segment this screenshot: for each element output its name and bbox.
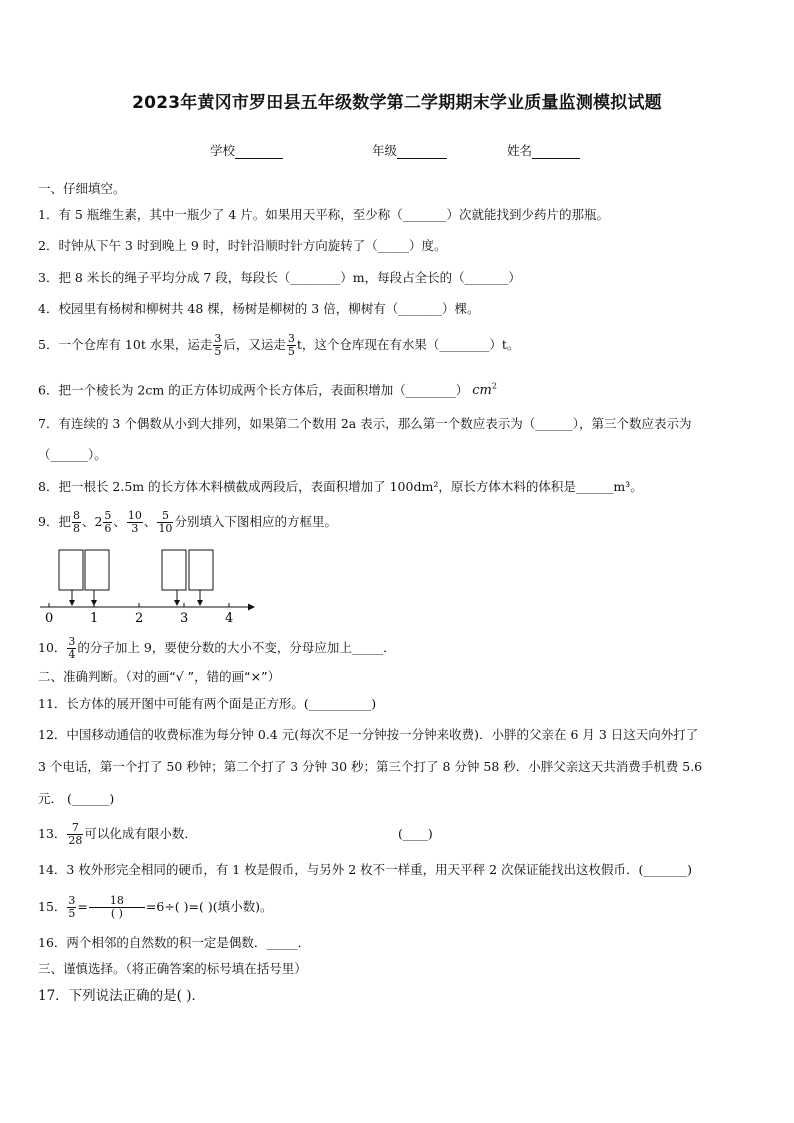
pointer-arrow-3: [174, 600, 180, 606]
q13-fraction: $\frac{7}{28}$: [68, 821, 83, 847]
pointer-arrow-4: [197, 600, 203, 606]
question-2: 2．时钟从下午 3 时到晚上 9 时，时针沿顺时针方向旋转了（_____）度。: [38, 238, 447, 253]
q15-text-b: =6÷( )=( )(填小数)。: [145, 899, 273, 914]
q5-text-c: t，这个仓库现在有水果（________）t。: [296, 337, 520, 352]
section-1-heading: 一、仔细填空。: [38, 181, 126, 196]
q15-text-a: 15．: [38, 899, 67, 914]
tick-label-4: 4: [225, 611, 234, 626]
name-field[interactable]: [507, 141, 580, 159]
q6-text: 6．把一个棱长为 2cm 的正方体切成两个长方体后，表面积增加（________）: [38, 382, 469, 398]
q5-fraction-2: $\frac{3}{5}$: [287, 332, 295, 358]
question-12-line-2: 3 个电话，第一个打了 50 秒钟；第二个打了 3 分钟 30 秒；第三个打了 8 分钟 58 秒．小胖父亲这天共消费手机费 5.6: [38, 759, 703, 774]
question-3: 3．把 8 米长的绳子平均分成 7 段，每段长（________）m，每段占全长的（_______）: [38, 270, 521, 285]
tick-label-2: 2: [135, 611, 144, 626]
q9-fraction-3: $\frac{10}{3}$: [127, 509, 142, 535]
q10-text-a: 10．: [38, 640, 67, 655]
number-line-arrowhead: [248, 604, 255, 611]
q5-text-b: 后，又运走: [223, 337, 286, 352]
q5-text-a: 5．一个仓库有 10t 水果，运走: [38, 337, 213, 352]
number-line-figure: [36, 544, 256, 629]
q9-fraction-2: $\frac{5}{6}$: [104, 509, 112, 535]
q5-fraction-1: $\frac{3}{5}$: [214, 332, 222, 358]
question-8: 8．把一根长 2.5m 的长方体木料横截成两段后，表面积增加了 100dm²，原长方体木料的体积是______m³。: [38, 479, 643, 494]
grade-blank[interactable]: [397, 143, 447, 159]
q9-text-b: 分别填入下图相应的方框里。: [174, 514, 337, 529]
answer-box-1[interactable]: [59, 550, 83, 590]
question-5: [38, 328, 519, 362]
question-10: [38, 631, 396, 665]
section-2-heading: 二、准确判断。（对的画“√ ”，错的画“×”）: [38, 669, 281, 684]
answer-box-3[interactable]: [162, 550, 186, 590]
q9-sep-3: 、: [143, 514, 157, 529]
grade-label: 年级: [372, 143, 398, 158]
q13-text-b: 可以化成有限小数．: [84, 826, 197, 841]
q15-fraction-1: $\frac{3}{5}$: [68, 894, 76, 920]
q9-text-a: 9．把: [38, 514, 71, 529]
answer-box-2[interactable]: [85, 550, 109, 590]
tick-label-3: 3: [180, 611, 189, 626]
q13-answer-blank[interactable]: (____): [398, 826, 433, 841]
q10-text-b: 的分子加上 9，要使分数的大小不变，分母应加上_____．: [77, 640, 396, 655]
tick-label-1: 1: [90, 611, 99, 626]
question-11: 11．长方体的展开图中可能有两个面是正方形。(__________): [38, 696, 377, 711]
name-label: 姓名: [507, 143, 533, 158]
section-3-heading: 三、谨慎选择。（将正确答案的标号填在括号里）: [38, 961, 307, 976]
q9-fraction-1: $\frac{8}{8}$: [72, 509, 80, 535]
q15-fraction-2: $\frac{18}{( )}$: [89, 895, 145, 920]
school-field[interactable]: [210, 141, 283, 159]
q6-unit: $cm^2$: [472, 382, 497, 399]
question-12-line-3: 元． (______): [38, 791, 115, 806]
grade-field[interactable]: [372, 141, 447, 159]
question-7-line-2: （______）。: [38, 447, 107, 462]
question-16: 16．两个相邻的自然数的积一定是偶数．_____．: [38, 935, 311, 950]
tick-label-0: 0: [45, 611, 54, 626]
q10-fraction: $\frac{3}{4}$: [68, 635, 76, 661]
q13-text-a: 13．: [38, 826, 67, 841]
question-7-line-1: 7．有连续的 3 个偶数从小到大排列，如果第二个数用 2a 表示，那么第一个数应表示为（______），第三个数应表示为: [38, 416, 692, 431]
question-13: [38, 817, 197, 851]
question-6: [38, 378, 497, 400]
school-label: 学校: [210, 143, 236, 158]
page-title: 2023年黄冈市罗田县五年级数学第二学期期末学业质量监测模拟试题: [132, 93, 662, 113]
question-12-line-1: 12．中国移动通信的收费标准为每分钟 0.4 元(每次不足一分钟按一分钟来收费)．小胖的父亲在 6 月 3 日这天向外打了: [38, 727, 699, 742]
q9-fraction-4: $\frac{5}{10}$: [158, 509, 173, 535]
q15-eq: =: [77, 899, 88, 914]
question-1: 1．有 5 瓶维生素，其中一瓶少了 4 片。如果用天平称，至少称（_______）次就能找到少药片的那瓶。: [38, 207, 610, 222]
q9-sep-1: 、2: [81, 514, 103, 529]
question-17: 17．下列说法正确的是( )．: [38, 988, 206, 1004]
q9-sep-2: 、: [113, 514, 126, 529]
question-15: [38, 890, 272, 924]
school-blank[interactable]: [235, 143, 283, 159]
question-14: 14．3 枚外形完全相同的硬币，有 1 枚是假币，与另外 2 枚不一样重，用天平秤 2 次保证能找出这枚假币．(_______): [38, 862, 693, 877]
name-blank[interactable]: [532, 143, 580, 159]
question-9: [38, 505, 337, 539]
pointer-arrow-1: [69, 600, 75, 606]
question-4: 4．校园里有杨树和柳树共 48 棵，杨树是柳树的 3 倍，柳树有（_______）棵。: [38, 301, 480, 316]
answer-box-4[interactable]: [189, 550, 213, 590]
